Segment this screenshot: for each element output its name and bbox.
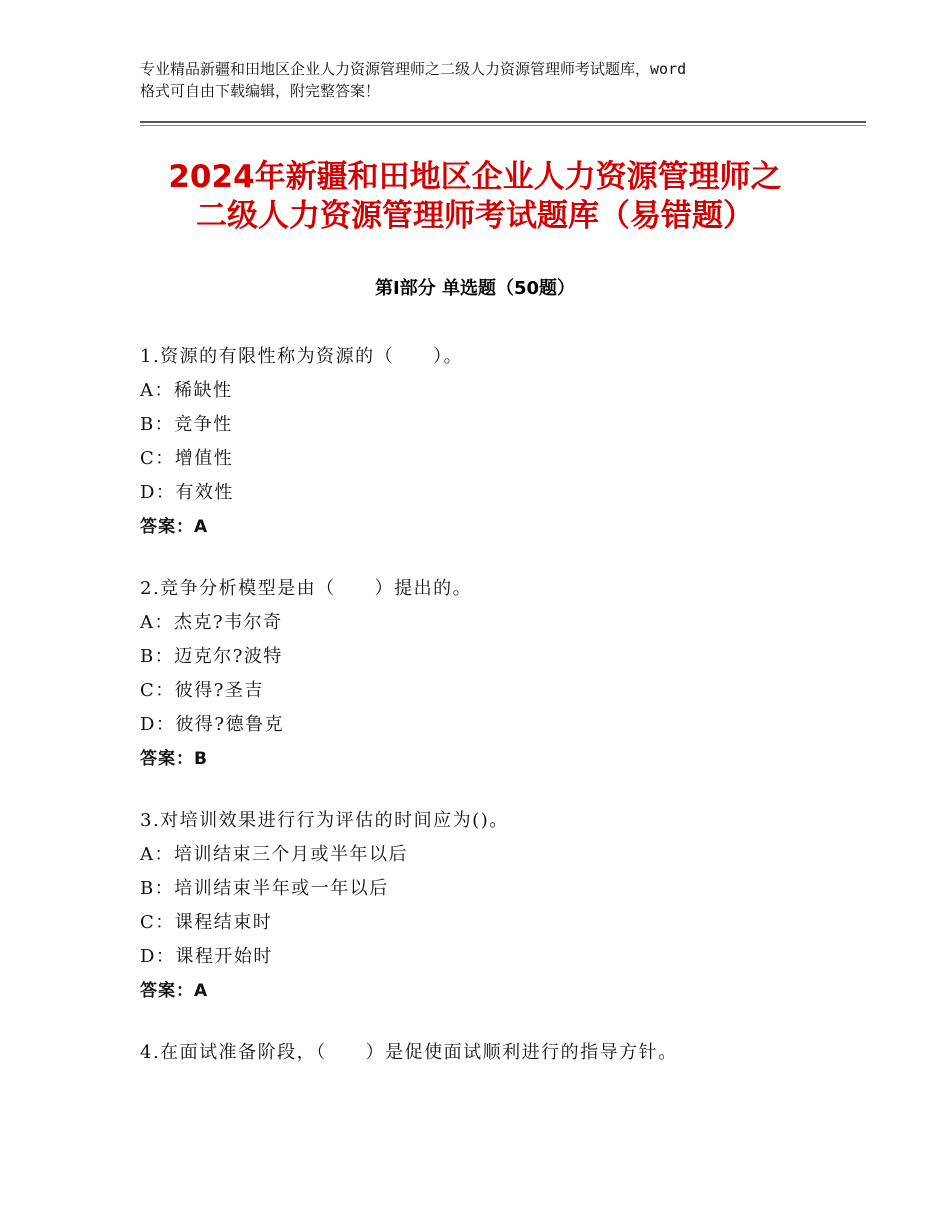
option-d: D：有效性 <box>140 482 234 503</box>
option-c: C：增值性 <box>140 448 234 469</box>
question-3 <box>140 807 860 1011</box>
document-title <box>100 158 850 236</box>
question-stem: 3.对培训效果进行行为评估的时间应为()。 <box>140 810 509 831</box>
option-b: B：竞争性 <box>140 414 233 435</box>
option-d: D：课程开始时 <box>140 946 273 967</box>
header-note <box>140 58 840 102</box>
question-stem: 4.在面试准备阶段，（ ）是促使面试顺利进行的指导方针。 <box>140 1042 678 1063</box>
option-a: A：培训结束三个月或半年以后 <box>140 844 408 865</box>
document-title-line-2: 二级人力资源管理师考试题库（易错题） <box>196 198 754 234</box>
option-c: C：课程结束时 <box>140 912 273 933</box>
question-stem: 1.资源的有限性称为资源的（ ）。 <box>140 346 464 367</box>
question-2 <box>140 575 860 779</box>
section-heading: 第Ⅰ部分 单选题（50题） <box>374 278 575 299</box>
question-list <box>140 343 860 1101</box>
option-b: B：培训结束半年或一年以后 <box>140 878 389 899</box>
answer: 答案：A <box>140 517 209 537</box>
option-a: A：稀缺性 <box>140 380 233 401</box>
option-c: C：彼得?圣吉 <box>140 680 264 701</box>
header-note-line-1: 专业精品新疆和田地区企业人力资源管理师之二级人力资源管理师考试题库，word <box>140 60 687 78</box>
question-4 <box>140 1039 860 1073</box>
document-title-line-1: 2024年新疆和田地区企业人力资源管理师之 <box>168 159 782 195</box>
answer: 答案：B <box>140 749 208 769</box>
question-stem: 2.竞争分析模型是由（ ）提出的。 <box>140 578 473 599</box>
answer: 答案：A <box>140 981 209 1001</box>
option-a: A：杰克?韦尔奇 <box>140 612 283 633</box>
header-divider-thick <box>140 121 866 123</box>
question-1 <box>140 343 860 547</box>
header-divider-thin <box>140 125 866 126</box>
option-b: B：迈克尔?波特 <box>140 646 283 667</box>
option-d: D：彼得?德鲁克 <box>140 714 285 735</box>
header-note-line-2: 格式可自由下载编辑，附完整答案！ <box>140 82 381 100</box>
